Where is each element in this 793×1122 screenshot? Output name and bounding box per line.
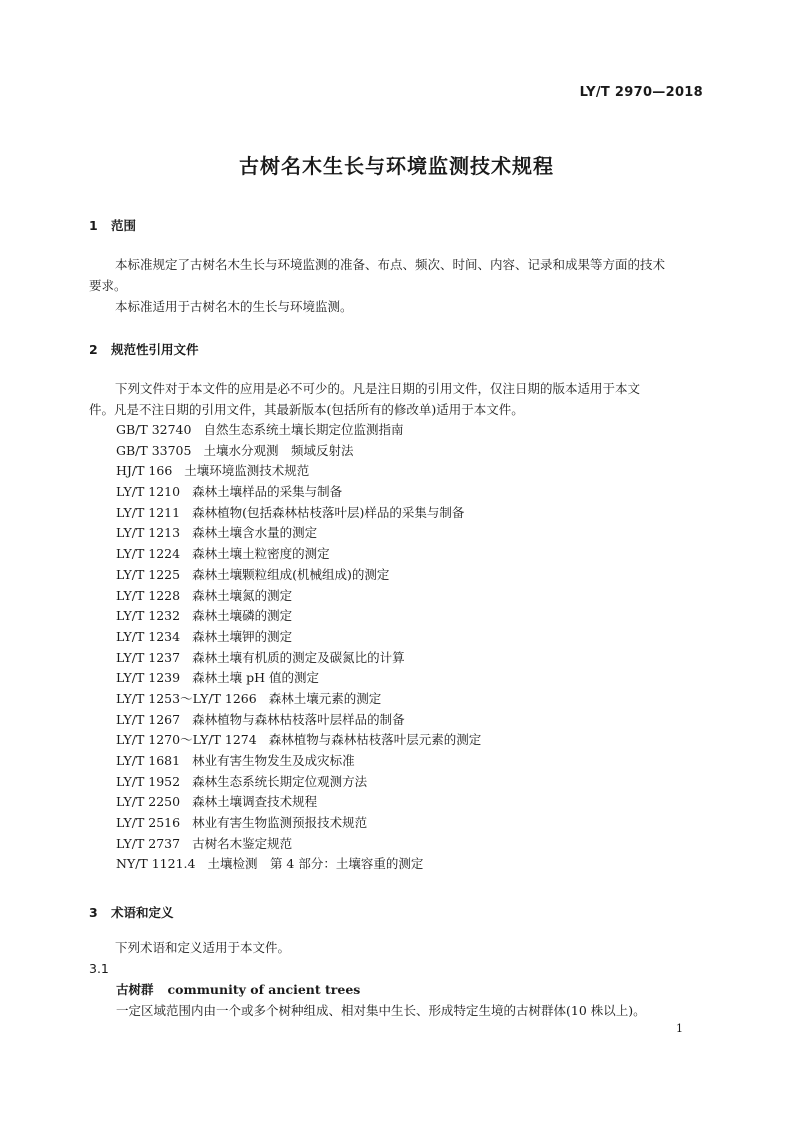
document-title: 古树名木生长与环境监测技术规程 bbox=[239, 154, 554, 178]
reference-title: 古树名木鉴定规范 bbox=[192, 835, 293, 851]
reference-code: LY/T 1681 bbox=[116, 753, 181, 768]
list-item bbox=[116, 420, 481, 441]
reference-code: LY/T 1225 bbox=[116, 566, 181, 582]
list-item bbox=[116, 689, 481, 710]
reference-code: LY/T 1224 bbox=[116, 546, 181, 562]
term-definition: 一定区域范围内由一个或多个树种组成、相对集中生长、形成特定生境的古树群体(10 株以上)。 bbox=[116, 1003, 646, 1018]
scope-line-2: 要求。 bbox=[89, 278, 127, 293]
scope-paragraph bbox=[89, 254, 703, 317]
reference-code: LY/T 1210 bbox=[116, 484, 181, 500]
page-number: 1 bbox=[676, 1022, 683, 1035]
reference-title: 森林土壤颗粒组成(机械组成)的测定 bbox=[192, 566, 390, 582]
list-item bbox=[116, 834, 481, 855]
list-item bbox=[116, 523, 481, 544]
reference-title: 土壤水分观测 频域反射法 bbox=[203, 442, 354, 458]
reference-code: LY/T 1267 bbox=[116, 711, 181, 727]
list-item bbox=[116, 565, 481, 586]
standard-code: LY/T 2970—2018 bbox=[579, 85, 703, 100]
reference-title: 林业有害生物发生及成灾标准 bbox=[192, 753, 355, 768]
reference-title: 土壤检测 第 4 部分：土壤容重的测定 bbox=[207, 856, 424, 872]
reference-title: 森林生态系统长期定位观测方法 bbox=[192, 773, 368, 789]
section-heading-terms bbox=[89, 903, 174, 921]
reference-list bbox=[116, 420, 481, 875]
reference-code: LY/T 1239 bbox=[116, 670, 181, 686]
list-item bbox=[116, 668, 481, 689]
reference-title: 森林土壤有机质的测定及碳氮比的计算 bbox=[192, 649, 405, 665]
term-english: community of ancient trees bbox=[167, 982, 361, 997]
reference-title: 森林土壤土粒密度的测定 bbox=[192, 546, 330, 562]
reference-code: HJ/T 166 bbox=[116, 463, 173, 479]
list-item bbox=[116, 813, 481, 834]
section-number: 2 bbox=[89, 342, 98, 357]
reference-title: 森林植物与森林枯枝落叶层样品的制备 bbox=[192, 711, 405, 727]
list-item bbox=[116, 503, 481, 524]
term-chinese: 古树群 bbox=[116, 982, 154, 997]
reference-code: GB/T 32740 bbox=[116, 422, 192, 437]
list-item bbox=[116, 441, 481, 462]
list-item bbox=[116, 792, 481, 813]
term-number: 3.1 bbox=[89, 961, 109, 976]
section-number: 3 bbox=[89, 905, 98, 920]
reference-code: LY/T 1228 bbox=[116, 587, 181, 603]
section-title: 术语和定义 bbox=[111, 905, 174, 920]
reference-title: 森林植物(包括森林枯枝落叶层)样品的采集与制备 bbox=[192, 504, 465, 520]
references-intro-line-1: 下列文件对于本文件的应用是必不可少的。凡是注日期的引用文件，仅注日期的版本适用于本文 bbox=[115, 381, 641, 396]
section-title: 规范性引用文件 bbox=[111, 342, 199, 357]
reference-code: LY/T 2516 bbox=[116, 815, 181, 831]
list-item bbox=[116, 730, 481, 751]
reference-title: 森林植物与森林枯枝落叶层元素的测定 bbox=[268, 732, 482, 748]
section-heading-scope bbox=[89, 216, 136, 234]
terms-intro-line: 下列术语和定义适用于本文件。 bbox=[115, 940, 291, 955]
list-item bbox=[116, 751, 481, 772]
reference-code: LY/T 1253～LY/T 1266 bbox=[116, 690, 257, 706]
reference-title: 森林土壤元素的测定 bbox=[268, 690, 382, 706]
reference-title: 森林土壤样品的采集与制备 bbox=[192, 484, 343, 500]
reference-code: NY/T 1121.4 bbox=[116, 856, 196, 872]
reference-code: LY/T 1232 bbox=[116, 608, 181, 624]
section-title: 范围 bbox=[111, 218, 137, 233]
list-item bbox=[116, 461, 481, 482]
list-item bbox=[116, 710, 481, 731]
scope-line-1: 本标准规定了古树名木生长与环境监测的准备、布点、频次、时间、内容、记录和成果等方面的技术 bbox=[115, 257, 666, 272]
reference-title: 森林土壤 pH 值的测定 bbox=[192, 670, 319, 686]
reference-code: LY/T 1270～LY/T 1274 bbox=[116, 732, 257, 748]
reference-code: GB/T 33705 bbox=[116, 442, 192, 458]
reference-title: 森林土壤含水量的测定 bbox=[192, 525, 318, 541]
scope-line-3: 本标准适用于古树名木的生长与环境监测。 bbox=[115, 299, 353, 314]
reference-code: LY/T 2250 bbox=[116, 794, 181, 810]
terms-intro bbox=[89, 937, 703, 958]
reference-code: LY/T 1952 bbox=[116, 773, 181, 789]
list-item bbox=[116, 648, 481, 669]
reference-title: 森林土壤氮的测定 bbox=[192, 587, 293, 603]
reference-code: LY/T 1237 bbox=[116, 649, 181, 665]
references-intro bbox=[89, 378, 703, 420]
section-number: 1 bbox=[89, 218, 98, 233]
term-entry bbox=[116, 980, 360, 998]
reference-title: 森林土壤钾的测定 bbox=[192, 628, 293, 644]
list-item bbox=[116, 606, 481, 627]
reference-title: 林业有害生物监测预报技术规范 bbox=[192, 815, 368, 831]
section-heading-references bbox=[89, 340, 199, 358]
list-item bbox=[116, 854, 481, 875]
list-item bbox=[116, 544, 481, 565]
reference-code: LY/T 2737 bbox=[116, 835, 181, 851]
reference-title: 自然生态系统土壤长期定位监测指南 bbox=[203, 422, 404, 437]
reference-title: 森林土壤磷的测定 bbox=[192, 608, 293, 624]
references-intro-line-2: 件。凡是不注日期的引用文件，其最新版本(包括所有的修改单)适用于本文件。 bbox=[89, 402, 524, 417]
reference-code: LY/T 1211 bbox=[116, 504, 181, 520]
reference-code: LY/T 1234 bbox=[116, 628, 181, 644]
reference-title: 土壤环境监测技术规范 bbox=[184, 463, 310, 479]
reference-code: LY/T 1213 bbox=[116, 525, 181, 541]
list-item bbox=[116, 627, 481, 648]
list-item bbox=[116, 586, 481, 607]
list-item bbox=[116, 772, 481, 793]
reference-title: 森林土壤调查技术规程 bbox=[192, 794, 318, 810]
list-item bbox=[116, 482, 481, 503]
